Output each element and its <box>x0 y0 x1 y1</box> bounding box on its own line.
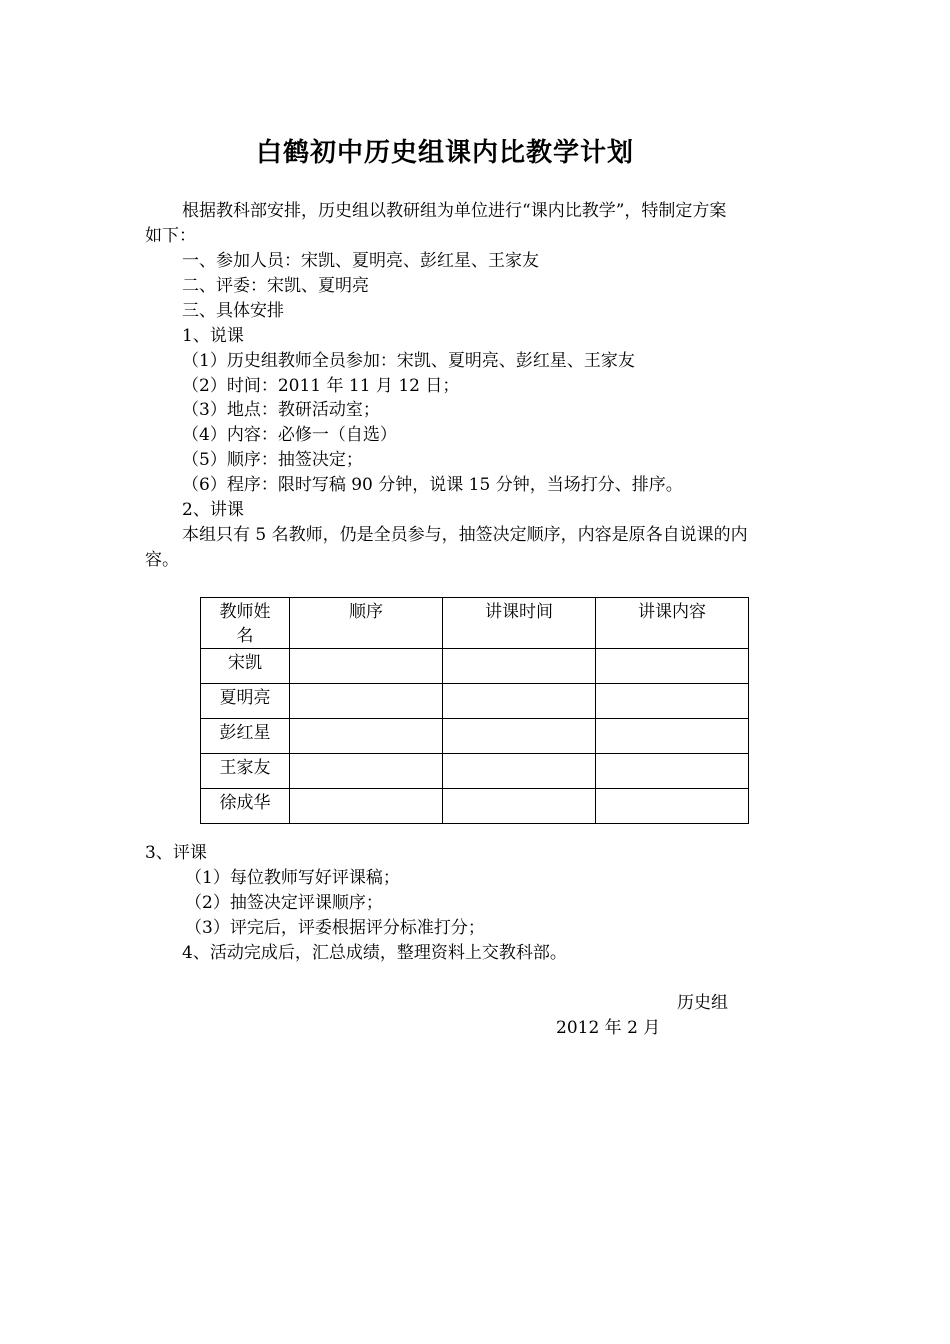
section2-text-line-1: 本组只有 5 名教师，仍是全员参与，抽签决定顺序，内容是原各自说课的内 <box>182 525 748 545</box>
section3-item: （1）每位教师写好评课稿； <box>185 868 400 888</box>
signature-date: 2012 年 2 月 <box>556 1018 661 1038</box>
header-lecture-content: 讲课内容 <box>596 598 749 649</box>
teacher-name-cell: 宋凯 <box>201 649 290 684</box>
header-teacher-name-line1: 教师姓 <box>219 602 271 622</box>
header-teacher-name-line2: 名 <box>236 626 254 646</box>
section3-heading: 3、评课 <box>145 843 207 863</box>
order-cell <box>290 754 443 789</box>
teacher-name-cell: 夏明亮 <box>201 684 290 719</box>
section1-item: （6）程序：限时写稿 90 分钟，说课 15 分钟，当场打分、排序。 <box>182 475 683 495</box>
intro-line-1: 根据教科部安排，历史组以教研组为单位进行“课内比教学”，特制定方案 <box>182 201 727 221</box>
section1-item: （5）顺序：抽签决定； <box>182 450 363 470</box>
judges-line: 二、评委：宋凯、夏明亮 <box>182 276 369 296</box>
order-cell <box>290 719 443 754</box>
table-row <box>201 684 749 719</box>
table-row <box>201 754 749 789</box>
header-teacher-name <box>201 598 290 649</box>
table-row <box>201 789 749 824</box>
header-lecture-time: 讲课时间 <box>443 598 596 649</box>
intro-line-2: 如下： <box>145 226 196 246</box>
content-cell <box>596 719 749 754</box>
content-cell <box>596 649 749 684</box>
time-cell <box>443 684 596 719</box>
time-cell <box>443 649 596 684</box>
time-cell <box>443 789 596 824</box>
order-cell <box>290 684 443 719</box>
header-order: 顺序 <box>290 598 443 649</box>
arrangement-heading: 三、具体安排 <box>182 301 284 321</box>
order-cell <box>290 649 443 684</box>
teacher-name-cell: 王家友 <box>201 754 290 789</box>
table-header-row <box>201 598 749 649</box>
teacher-name-cell: 彭红星 <box>201 719 290 754</box>
section2-heading: 2、讲课 <box>182 500 244 520</box>
section1-heading: 1、说课 <box>182 326 244 346</box>
content-cell <box>596 684 749 719</box>
document-title: 白鹤初中历史组课内比教学计划 <box>255 138 634 168</box>
section3-item: （3）评完后，评委根据评分标准打分； <box>185 918 485 938</box>
time-cell <box>443 719 596 754</box>
teacher-name-cell: 徐成华 <box>201 789 290 824</box>
participants-line: 一、参加人员：宋凯、夏明亮、彭红星、王家友 <box>182 251 539 271</box>
content-cell <box>596 754 749 789</box>
section2-text-line-2: 容。 <box>145 550 179 570</box>
section1-item: （4）内容：必修一（自选） <box>182 425 397 445</box>
time-cell <box>443 754 596 789</box>
content-cell <box>596 789 749 824</box>
table-row <box>201 719 749 754</box>
schedule-table <box>200 597 749 824</box>
section1-item: （2）时间：2011 年 11 月 12 日； <box>182 376 460 396</box>
section1-item: （3）地点：教研活动室； <box>182 400 380 420</box>
section3-item: （2）抽签决定评课顺序； <box>185 893 383 913</box>
signature-group: 历史组 <box>677 993 728 1013</box>
section4-line: 4、活动完成后，汇总成绩，整理资料上交教科部。 <box>182 943 567 963</box>
section1-item: （1）历史组教师全员参加：宋凯、夏明亮、彭红星、王家友 <box>182 351 635 371</box>
table-row <box>201 649 749 684</box>
order-cell <box>290 789 443 824</box>
